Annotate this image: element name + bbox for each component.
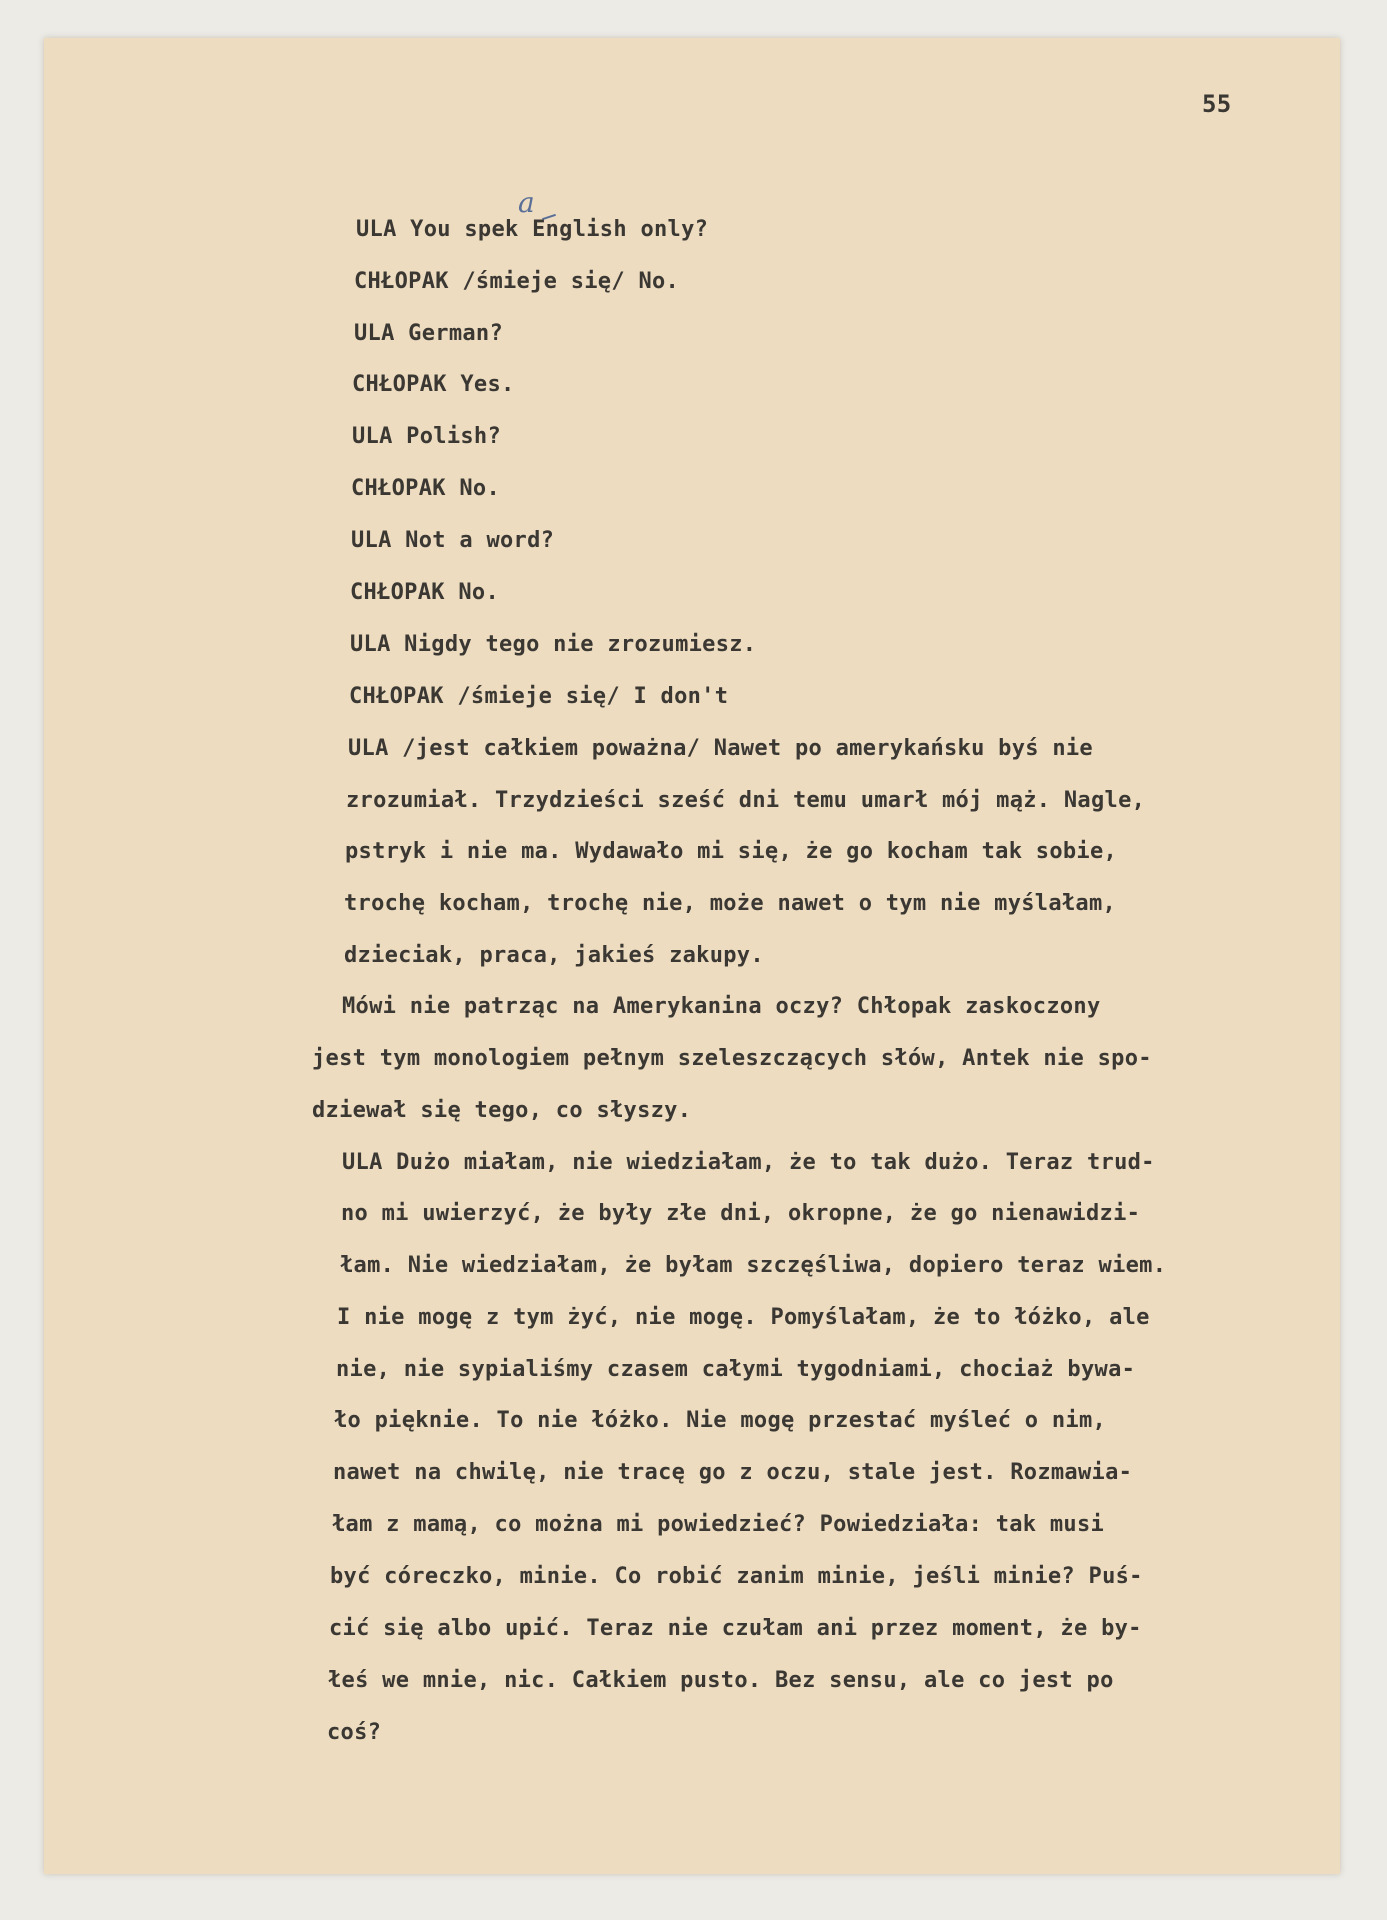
script-line: CHŁOPAK /śmieje się/ No. xyxy=(354,269,680,294)
script-line: ło pięknie. To nie łóżko. Nie mogę przestać myśleć o nim, xyxy=(334,1408,1107,1433)
script-line: coś? xyxy=(327,1720,382,1745)
stage-direction-line: Mówi nie patrząc na Amerykanina oczy? Chłopak zaskoczony xyxy=(342,994,1101,1019)
script-line: I nie mogę z tym żyć, nie mogę. Pomyślałam, że to łóżko, ale xyxy=(337,1305,1150,1330)
page-number: 55 xyxy=(1202,90,1232,118)
script-line: nawet na chwilę, nie tracę go z oczu, stale jest. Rozmawia- xyxy=(333,1460,1133,1485)
script-line: być córeczko, minie. Co robić zanim minie, jeśli minie? Puś- xyxy=(330,1564,1143,1589)
script-line: dzieciak, praca, jakieś zakupy. xyxy=(344,943,764,968)
typed-page xyxy=(44,38,1340,1874)
script-line: cić się albo upić. Teraz nie czułam ani przez moment, że by- xyxy=(329,1616,1142,1641)
script-line: ULA Nigdy tego nie zrozumiesz. xyxy=(350,632,757,657)
script-line: CHŁOPAK No. xyxy=(350,580,499,605)
script-line: łam. Nie wiedziałam, że byłam szczęśliwa, dopiero teraz wiem. xyxy=(340,1253,1167,1278)
script-line: CHŁOPAK Yes. xyxy=(352,372,515,397)
script-line: ULA /jest całkiem poważna/ Nawet po amerykańsku byś nie xyxy=(348,736,1093,761)
script-line: zrozumiał. Trzydzieści sześć dni temu umarł mój mąż. Nagle, xyxy=(346,788,1146,813)
script-line: łam z mamą, co można mi powiedzieć? Powiedziała: tak musi xyxy=(332,1512,1105,1537)
script-line: pstryk i nie ma. Wydawało mi się, że go kocham tak sobie, xyxy=(345,839,1118,864)
script-line: ULA Not a word? xyxy=(351,528,555,553)
script-line: no mi uwierzyć, że były złe dni, okropne, że go nienawidzi- xyxy=(341,1201,1141,1226)
script-line: ULA You spek English only? xyxy=(356,217,709,242)
stage-direction-line: jest tym monologiem pełnym szeleszczących słów, Antek nie spo- xyxy=(312,1046,1152,1071)
script-line: trochę kocham, trochę nie, może nawet o tym nie myślałam, xyxy=(344,891,1117,916)
stage-direction-line: dziewał się tego, co słyszy. xyxy=(312,1098,692,1123)
script-line: CHŁOPAK No. xyxy=(351,476,500,501)
script-line: CHŁOPAK /śmieje się/ I don't xyxy=(349,684,729,709)
script-line: łeś we mnie, nic. Całkiem pusto. Bez sensu, ale co jest po xyxy=(328,1668,1114,1693)
script-line: ULA German? xyxy=(354,321,503,346)
handwritten-correction: a xyxy=(518,186,535,219)
script-line: ULA Dużo miałam, nie wiedziałam, że to tak dużo. Teraz trud- xyxy=(342,1150,1155,1175)
script-line: nie, nie sypialiśmy czasem całymi tygodniami, chociaż bywa- xyxy=(336,1357,1136,1382)
script-line: ULA Polish? xyxy=(352,424,501,449)
